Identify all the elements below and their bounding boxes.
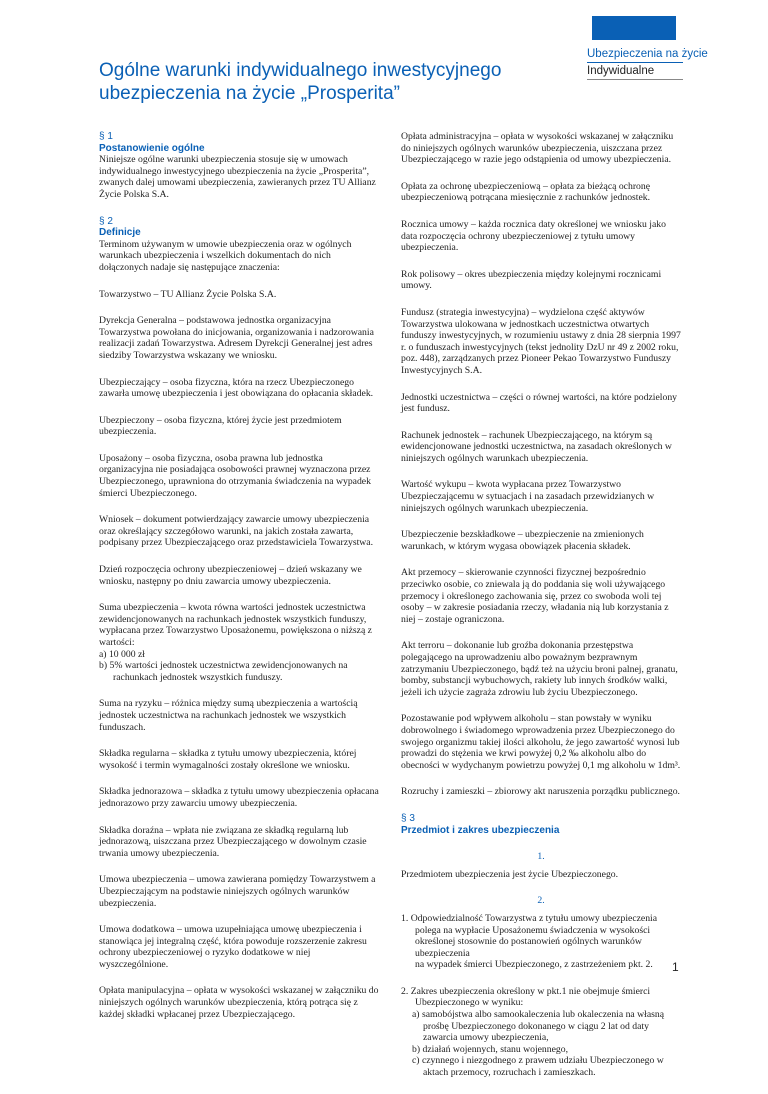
brand-line-2: Indywidualne — [587, 63, 683, 80]
paragraph-2-part-2 — [401, 986, 681, 1079]
paragraph-2 — [401, 913, 681, 971]
paragraph-2-item-b: b) działań wojennych, stanu wojennego, — [412, 1043, 569, 1055]
section-2-text: Terminom używanym w umowie ubezpieczenia oraz w ogólnych warunkach ubezpieczenia i wszelkich dokumentach do nich dołączonych nadaje się następujące znaczenia: — [99, 238, 352, 273]
definition-umowa: Umowa ubezpieczenia – umowa zawierana pomiędzy Towarzystwem a Ubezpieczającym na podstawie niniejszych ogólnych warunków ubezpieczenia. — [99, 874, 376, 909]
brand-logo — [592, 16, 676, 40]
definition-ubezpieczajacy: Ubezpieczający – osoba fizyczna, która na rzecz Ubezpieczonego zawarła umowę ubezpieczenia i jest obowiązana do opłacania składek. — [99, 376, 374, 400]
definition-alkohol: Pozostawanie pod wpływem alkoholu – stan powstały w wyniku dobrowolnego i świadomego wprowadzenia przez Ubezpieczonego do swojego organizmu takiej ilości alkoholu, że jego zawartość wynosi lub prowadzi do stężenia we krwi powyżej 0,2 ‰ alkoholu albo do obecności w wydychanym powietrzu powyżej 0,1 mg alkoholu w 1dm³. — [401, 713, 681, 771]
section-3-number: § 3 — [401, 812, 415, 824]
section-1-text: Niniejsze ogólne warunki ubezpieczenia stosuje się w umowach indywidualnego inwestycyjnego ubezpieczenia na życie „Prosperita”, zwanych dalej umowami ubezpieczenia, zawieranych przez TU Allianz Życie Polska S.A. — [99, 154, 376, 200]
definition-rocznica: Rocznica umowy – każda rocznica daty określonej we wniosku jako data rozpoczęcia ochrony ubezpieczeniowej z tytułu umowy ubezpieczenia. — [401, 218, 666, 254]
section-2 — [99, 216, 379, 274]
definition-skladka-regularna: Składka regularna – składka z tytułu umowy ubezpieczenia, której wysokość i termin wymagalności zostały określone we wniosku. — [99, 748, 357, 771]
paragraph-2-sublist — [401, 1009, 681, 1079]
definition-dzien: Dzień rozpoczęcia ochrony ubezpieczeniowej – dzień wskazany we wniosku, następny po dniu zawarcia umowy ubezpieczenia. — [99, 564, 362, 587]
definition-umowa-dodatkowa: Umowa dodatkowa – umowa uzupełniająca umowę ubezpieczenia i stanowiąca jej integralną część, która powoduje rozszerzenie zakresu ochrony ubezpieczeniowej o ryzyko dodatkowe w niej wyszczególnione. — [99, 924, 367, 970]
definition-ubezpieczony: Ubezpieczony – osoba fizyczna, której życie jest przedmiotem ubezpieczenia. — [99, 414, 342, 438]
brand-label — [587, 48, 708, 80]
paragraph-1-text: Przedmiotem ubezpieczenia jest życie Ubezpieczonego. — [401, 868, 619, 880]
definition-rok-polisowy: Rok polisowy – okres ubezpieczenia między kolejnymi rocznicami umowy. — [401, 268, 662, 292]
definition-uposazony: Uposażony – osoba fizyczna, osoba prawna lub jednostka organizacyjna nie posiadająca osobowości prawnej wyznaczona przez Ubezpieczonego, uprawniona do otrzymania świadczenia na wypadek śmierci Ubezpieczonego. — [99, 452, 371, 499]
section-1-title: Postanowienie ogólne — [99, 142, 205, 154]
definition-wniosek: Wniosek – dokument potwierdzający zawarcie umowy ubezpieczenia oraz określający szczegółowo warunki, na jakich została zawarta, podpisany przez Ubezpieczającego oraz przedstawiciela Towarzystwa. — [99, 514, 374, 549]
paragraph-2-item-a: a) samobójstwa albo samookaleczenia lub okaleczenia na własną prośbę Ubezpieczonego dokonanego w ciągu 2 lat od daty zawarcia umowy ubezpieczenia, — [412, 1009, 665, 1044]
section-2-number: § 2 — [99, 215, 113, 227]
definition-skladka-jednorazowa: Składka jednorazowa – składka z tytułu umowy ubezpieczenia opłacana jednorazowo przy zawarciu umowy ubezpieczenia. — [99, 786, 379, 809]
paragraph-2-item-1: 1. Odpowiedzialność Towarzystwa z tytułu umowy ubezpieczenia polega na wypłacie Uposażonemu świadczenia w wysokości określonej stosownie do postanowień ogólnych warunków ubezpieczenia — [401, 912, 658, 959]
paragraph-2-item-1b: na wypadek śmierci Ubezpieczonego, z zastrzeżeniem pkt. 2. — [415, 959, 653, 971]
section-3-title: Przedmiot i zakres ubezpieczenia — [401, 824, 560, 836]
definition-towarzystwo: Towarzystwo – TU Allianz Życie Polska S.A. — [99, 288, 277, 300]
definition-suma-a: a) 10 000 zł — [99, 648, 146, 660]
right-column — [401, 131, 681, 1094]
definition-fundusz: Fundusz (strategia inwestycyjna) – wydzielona część aktywów Towarzystwa ulokowana w jednostkach uczestnictwa otwartych funduszy inwestycyjnych, w rozumieniu ustawy z dnia 28 sierpnia 1997 r. o funduszach inwestycyjnych (tekst jednolity DzU nr 49 z 2002 roku, poz. 448), zarządzanych przez Pioneer Pekao Towarzystwo Funduszy Inwestycyjnych S.A. — [401, 306, 681, 376]
section-1 — [99, 131, 379, 201]
definition-oplata-ochrona: Opłata za ochronę ubezpieczeniową – opłata za bieżącą ochronę ubezpieczeniową potrącana miesięcznie z rachunków jednostek. — [401, 180, 651, 204]
paragraph-2-item-2: 2. Zakres ubezpieczenia określony w pkt.1 nie obejmuje śmierci Ubezpieczonego w wyniku: — [401, 985, 651, 1009]
definition-bezskladkowe: Ubezpieczenie bezskładkowe – ubezpieczenie na zmienionych warunkach, w którym wygasa obowiązek płacenia składek. — [401, 529, 644, 552]
definition-rachunek: Rachunek jednostek – rachunek Ubezpieczającego, na którym są ewidencjonowane jednostki uczestnictwa, na zasadach określonych w niniejszych ogólnych warunkach ubezpieczenia. — [401, 429, 672, 464]
paragraph-1-number: 1. — [537, 851, 545, 863]
definition-oplata-manipulacyjna: Opłata manipulacyjna – opłata w wysokości wskazanej w załączniku do niniejszych ogólnych warunków ubezpieczenia, którą potrąca się z każdej składki wpłacanej przez Ubezpieczającego. — [99, 985, 379, 1020]
definition-dyrekcja: Dyrekcja Generalna – podstawowa jednostka organizacyjna Towarzystwa powołana do inicjowania, organizowania i nadzorowania realizacji zadań Towarzystwa. Adresem Dyrekcji Generalnej jest adres siedziby Towarzystwa wskazany we wniosku. — [99, 315, 374, 361]
definition-akt-terroru: Akt terroru – dokonanie lub groźba dokonania przestępstwa polegającego na uprowadzeniu albo poważnym bezprawnym zatrzymaniu Ubezpieczonego, bądź też na użyciu broni palnej, granatu, bomby, substancji wybuchowych, rakiety lub innych środków walki, jeżeli ich użycie zagraża zdrowiu lub życiu Ubezpieczonego. — [401, 640, 678, 698]
left-column — [99, 131, 379, 1035]
section-1-number: § 1 — [99, 131, 113, 142]
page-number: 1 — [672, 960, 679, 974]
definition-suma-list — [99, 649, 379, 684]
definition-suma-ryzyku: Suma na ryzyku – różnica między sumą ubezpieczenia a wartością jednostek uczestnictwa na rachunkach jednostek we wszystkich funduszach. — [99, 698, 358, 733]
section-2-title: Definicje — [99, 227, 141, 239]
definition-wartosc-wykupu: Wartość wykupu – kwota wypłacana przez Towarzystwo Ubezpieczającemu w sytuacjach i na zasadach przewidzianych w niniejszych ogólnych warunkach ubezpieczenia. — [401, 479, 655, 514]
document-title: Ogólne warunki indywidualnego inwestycyjnego ubezpieczenia na życie „Prosperita” — [99, 60, 502, 104]
brand-line-1: Ubezpieczenia na życie — [587, 48, 683, 63]
paragraph-2-number: 2. — [537, 895, 545, 907]
definition-suma-intro: Suma ubezpieczenia – kwota równa wartości jednostek uczestnictwa zewidencjonowanych na rachunkach jednostek wszystkich funduszy, wypłacana przez Towarzystwo Uposażonemu, powiększona o niższą z wartości: — [99, 602, 372, 648]
definition-suma — [99, 602, 379, 683]
definition-skladka-dorazna: Składka doraźna – wpłata nie związana ze składką regularną lub jednorazową, uiszczana przez Ubezpieczającego w dowolnym czasie trwania umowy ubezpieczenia. — [99, 824, 367, 859]
paragraph-2-item-c: c) czynnego i niezgodnego z prawem udziału Ubezpieczonego w aktach przemocy, rozruchach i zamieszkach. — [412, 1055, 664, 1079]
definition-jednostki: Jednostki uczestnictwa – części o równej wartości, na które podzielony jest fundusz. — [401, 391, 678, 415]
definition-rozruchy: Rozruchy i zamieszki – zbiorowy akt naruszenia porządku publicznego. — [401, 786, 680, 798]
section-3 — [401, 813, 681, 836]
definition-suma-b: b) 5% wartości jednostek uczestnictwa zewidencjonowanych na rachunkach jednostek wszystkich funduszy. — [99, 660, 348, 683]
definition-akt-przemocy: Akt przemocy – skierowanie czynności fizycznej bezpośrednio przeciwko osobie, co zniewala ją do poddania się woli używającego przemocy i określonego zachowania się, przez co swoboda woli tej osoby – w zakresie posiadania rzeczy, władania nią lub korzystania z niej – zostaje ograniczona. — [401, 567, 669, 625]
definition-oplata-administracyjna: Opłata administracyjna – opłata w wysokości wskazanej w załączniku do niniejszych ogólnych warunków ubezpieczenia, uiszczana przez Ubezpieczającego w razie jego odstąpienia od umowy ubezpieczenia. — [401, 131, 674, 166]
